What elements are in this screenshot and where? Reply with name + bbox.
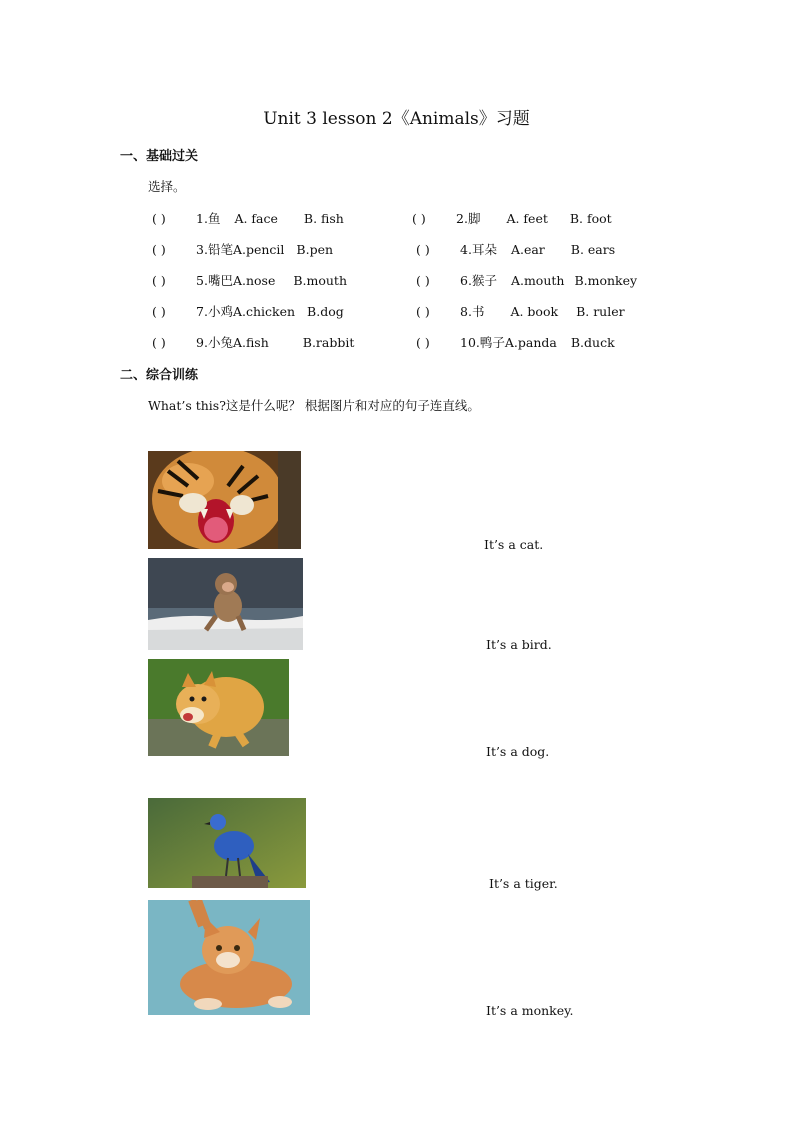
section-2-heading: 二、综合训练: [120, 368, 199, 383]
answer-blank[interactable]: ( ): [416, 335, 430, 350]
answer-blank[interactable]: ( ): [152, 335, 166, 350]
tiger-photo[interactable]: [148, 451, 301, 549]
monkey-photo[interactable]: [148, 558, 303, 650]
answer-blank[interactable]: ( ): [152, 242, 166, 257]
question-6: ( ) 6.猴子 A.mouth B.monkey: [416, 273, 638, 288]
question-1: ( ) 1.鱼 A. face B. fish: [152, 211, 344, 226]
sentence-tiger[interactable]: It’s a tiger.: [489, 876, 558, 891]
answer-blank[interactable]: ( ): [416, 242, 430, 257]
question-2: ( ) 2.脚 A. feet B. foot: [412, 211, 612, 226]
bird-photo[interactable]: [148, 798, 306, 888]
question-5: ( ) 5.嘴巴A.nose B.mouth: [152, 273, 348, 288]
dog-photo[interactable]: [148, 659, 289, 756]
section-1-heading: 一、基础过关: [120, 149, 199, 164]
answer-blank[interactable]: ( ): [416, 273, 430, 288]
answer-blank[interactable]: ( ): [412, 211, 426, 226]
question-7: ( ) 7.小鸡A.chicken B.dog: [152, 304, 344, 319]
sentence-bird[interactable]: It’s a bird.: [486, 637, 552, 652]
question-8: ( ) 8.书 A. book B. ruler: [416, 304, 625, 319]
sentence-cat[interactable]: It’s a cat.: [484, 537, 544, 552]
section-2-instruction: What’s this?这是什么呢？ 根据图片和对应的句子连直线。: [148, 398, 480, 413]
answer-blank[interactable]: ( ): [152, 304, 166, 319]
cat-photo[interactable]: [148, 900, 310, 1015]
question-9: ( ) 9.小兔A.fish B.rabbit: [152, 335, 355, 350]
answer-blank[interactable]: ( ): [416, 304, 430, 319]
question-3: ( ) 3.铅笔A.pencil B.pen: [152, 242, 334, 257]
question-10: ( ) 10.鸭子A.panda B.duck: [416, 335, 615, 350]
question-4: ( ) 4.耳朵 A.ear B. ears: [416, 242, 616, 257]
sentence-monkey[interactable]: It’s a monkey.: [486, 1003, 574, 1018]
section-1-instruction: 选择。: [148, 179, 186, 194]
page-title: Unit 3 lesson 2《Animals》习题: [263, 109, 530, 129]
answer-blank[interactable]: ( ): [152, 273, 166, 288]
answer-blank[interactable]: ( ): [152, 211, 166, 226]
sentence-dog[interactable]: It’s a dog.: [486, 744, 550, 759]
